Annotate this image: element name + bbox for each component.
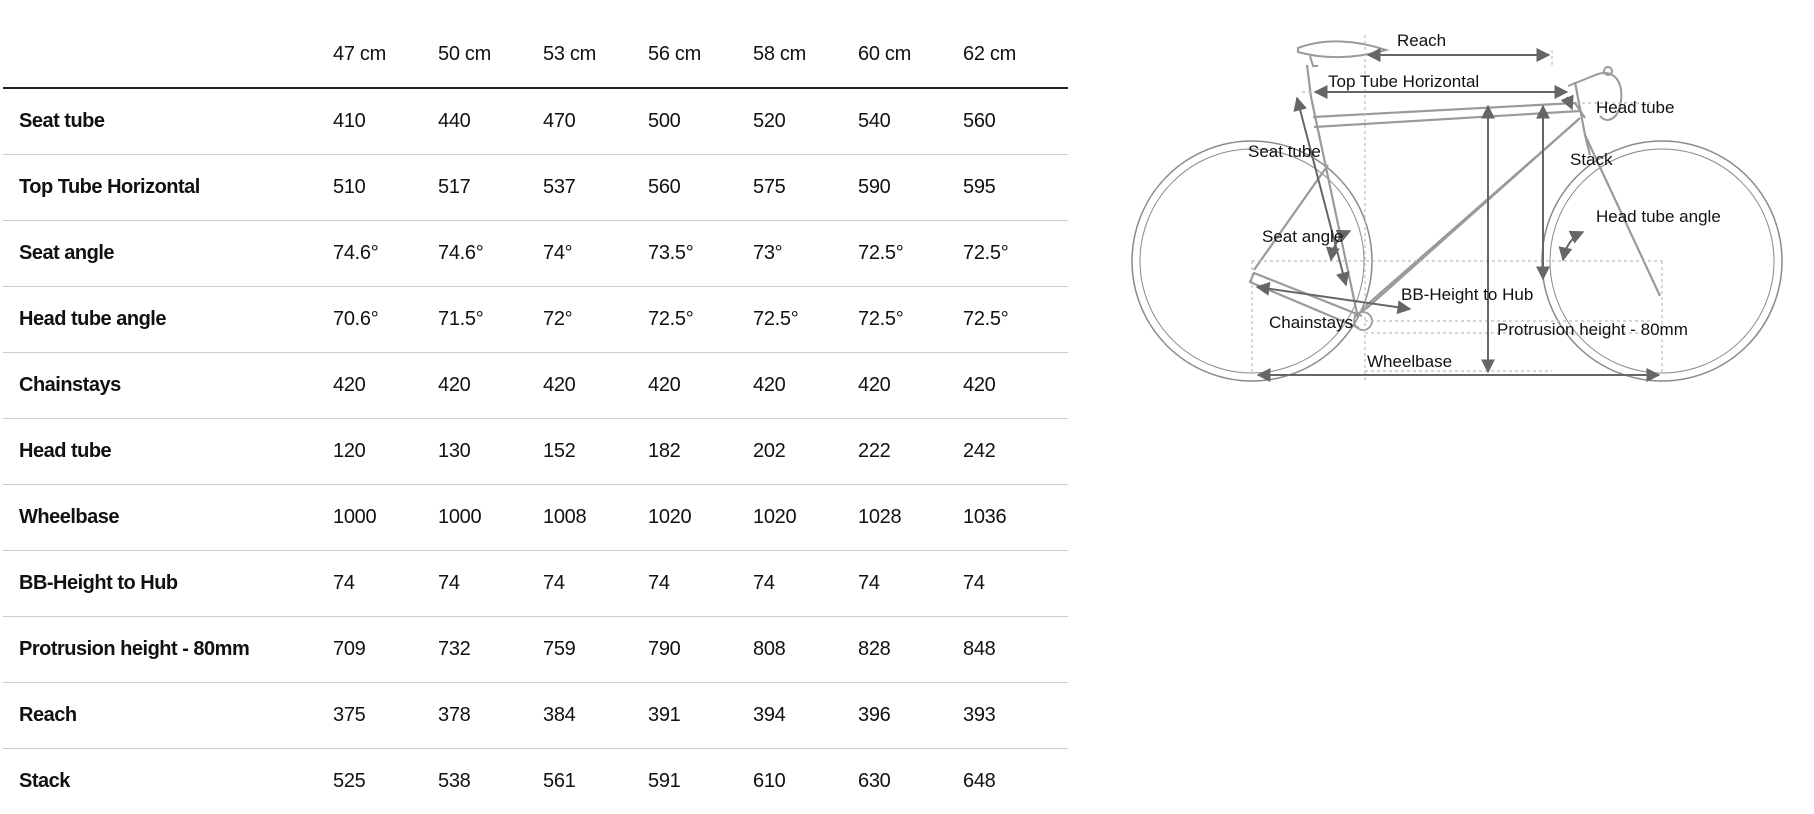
table-row (3, 155, 1068, 221)
table-cell: 394 (753, 683, 858, 749)
head-tube-label: Head tube (1596, 98, 1674, 117)
table-cell: 420 (753, 353, 858, 419)
table-cell: 808 (753, 617, 858, 683)
table-cell: 74 (438, 551, 543, 617)
seat-tube-label: Seat tube (1248, 142, 1321, 161)
table-cell: 72.5° (963, 287, 1068, 353)
table-cell: 848 (963, 617, 1068, 683)
row-label: BB-Height to Hub (3, 551, 333, 617)
row-label: Head tube angle (3, 287, 333, 353)
table-cell: 560 (648, 155, 753, 221)
row-label: Stack (3, 749, 333, 814)
size-header: 62 cm (963, 22, 1068, 88)
table-row (3, 683, 1068, 749)
bike-geometry-svg (1130, 10, 1814, 450)
table-cell: 828 (858, 617, 963, 683)
table-cell: 182 (648, 419, 753, 485)
table-cell: 73.5° (648, 221, 753, 287)
table-row (3, 88, 1068, 155)
table-cell: 590 (858, 155, 963, 221)
table-row (3, 749, 1068, 814)
table-cell: 72.5° (753, 287, 858, 353)
table-cell: 1000 (333, 485, 438, 551)
table-cell: 575 (753, 155, 858, 221)
table-cell: 420 (438, 353, 543, 419)
table-cell: 130 (438, 419, 543, 485)
table-cell: 74 (333, 551, 438, 617)
table-cell: 732 (438, 617, 543, 683)
table-cell: 517 (438, 155, 543, 221)
table-cell: 384 (543, 683, 648, 749)
row-label: Seat tube (3, 88, 333, 155)
table-cell: 120 (333, 419, 438, 485)
header-corner (3, 22, 333, 88)
table-cell: 560 (963, 88, 1068, 155)
table-cell: 74 (963, 551, 1068, 617)
header-row (3, 22, 1068, 88)
table-cell: 378 (438, 683, 543, 749)
bike-geometry-diagram (1130, 10, 1814, 450)
table-cell: 71.5° (438, 287, 543, 353)
row-label: Seat angle (3, 221, 333, 287)
table-cell: 1000 (438, 485, 543, 551)
top-tube-label: Top Tube Horizontal (1328, 72, 1479, 91)
table-cell: 74° (543, 221, 648, 287)
table-cell: 440 (438, 88, 543, 155)
table-cell: 537 (543, 155, 648, 221)
row-label: Head tube (3, 419, 333, 485)
row-label: Reach (3, 683, 333, 749)
table-cell: 1020 (648, 485, 753, 551)
row-label: Wheelbase (3, 485, 333, 551)
row-label: Protrusion height - 80mm (3, 617, 333, 683)
table-cell: 420 (333, 353, 438, 419)
table-cell: 72° (543, 287, 648, 353)
size-header: 60 cm (858, 22, 963, 88)
table-cell: 72.5° (858, 287, 963, 353)
size-header: 53 cm (543, 22, 648, 88)
size-header: 47 cm (333, 22, 438, 88)
table-row (3, 221, 1068, 287)
size-header: 50 cm (438, 22, 543, 88)
table-cell: 630 (858, 749, 963, 814)
table-cell: 561 (543, 749, 648, 814)
table-cell: 72.5° (648, 287, 753, 353)
table-cell: 74 (648, 551, 753, 617)
stack-label: Stack (1570, 150, 1613, 169)
row-label: Top Tube Horizontal (3, 155, 333, 221)
table-cell: 790 (648, 617, 753, 683)
table-row (3, 485, 1068, 551)
saddle (1298, 41, 1386, 66)
table-cell: 72.5° (858, 221, 963, 287)
table-cell: 1028 (858, 485, 963, 551)
table-row (3, 551, 1068, 617)
head-tube-angle-label: Head tube angle (1596, 207, 1721, 226)
wheelbase-label: Wheelbase (1367, 352, 1452, 371)
table-cell: 74.6° (333, 221, 438, 287)
table-cell: 1020 (753, 485, 858, 551)
table-cell: 510 (333, 155, 438, 221)
table-cell: 759 (543, 617, 648, 683)
table-cell: 410 (333, 88, 438, 155)
table-cell: 420 (858, 353, 963, 419)
table-row (3, 353, 1068, 419)
table-cell: 152 (543, 419, 648, 485)
table-row (3, 617, 1068, 683)
table-row (3, 287, 1068, 353)
table-cell: 420 (543, 353, 648, 419)
bb-height-label: BB-Height to Hub (1401, 285, 1533, 304)
table-cell: 1036 (963, 485, 1068, 551)
seat-angle-label: Seat angle (1262, 227, 1343, 246)
table-cell: 391 (648, 683, 753, 749)
table-cell: 74.6° (438, 221, 543, 287)
table-cell: 591 (648, 749, 753, 814)
table-cell: 500 (648, 88, 753, 155)
table-cell: 74 (543, 551, 648, 617)
protrusion-label: Protrusion height - 80mm (1497, 320, 1688, 339)
table-cell: 222 (858, 419, 963, 485)
table-cell: 595 (963, 155, 1068, 221)
table-cell: 396 (858, 683, 963, 749)
table-cell: 70.6° (333, 287, 438, 353)
table-cell: 242 (963, 419, 1068, 485)
table-cell: 540 (858, 88, 963, 155)
table-cell: 72.5° (963, 221, 1068, 287)
geometry-table (3, 22, 1068, 814)
table-cell: 538 (438, 749, 543, 814)
table-cell: 709 (333, 617, 438, 683)
chainstays-label: Chainstays (1269, 313, 1353, 332)
size-header: 58 cm (753, 22, 858, 88)
table-cell: 74 (858, 551, 963, 617)
table-row (3, 419, 1068, 485)
table-cell: 73° (753, 221, 858, 287)
table-cell: 1008 (543, 485, 648, 551)
table-cell: 393 (963, 683, 1068, 749)
table-cell: 202 (753, 419, 858, 485)
row-label: Chainstays (3, 353, 333, 419)
reach-label: Reach (1397, 31, 1446, 50)
table-cell: 520 (753, 88, 858, 155)
size-header: 56 cm (648, 22, 753, 88)
table-cell: 470 (543, 88, 648, 155)
table-cell: 610 (753, 749, 858, 814)
table-cell: 420 (963, 353, 1068, 419)
table-cell: 375 (333, 683, 438, 749)
geometry-table-container (3, 22, 1048, 814)
table-cell: 525 (333, 749, 438, 814)
table-cell: 74 (753, 551, 858, 617)
table-cell: 648 (963, 749, 1068, 814)
table-cell: 420 (648, 353, 753, 419)
